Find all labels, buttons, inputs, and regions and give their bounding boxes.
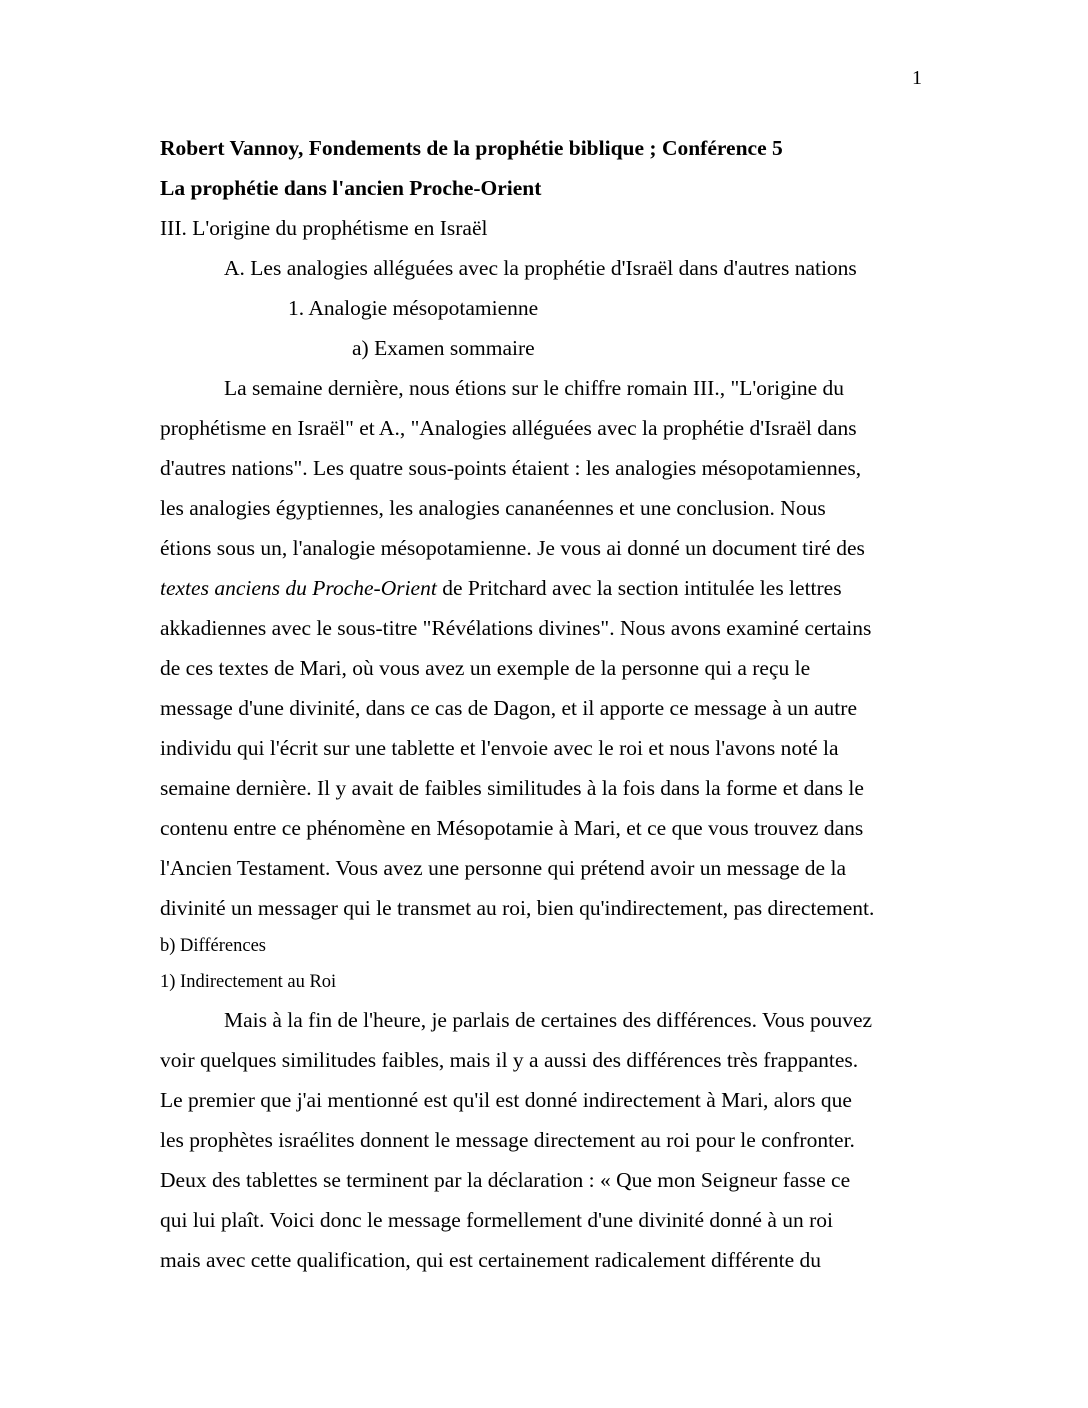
page-number: 1 xyxy=(912,67,922,89)
subheadings xyxy=(160,928,932,1000)
outline-section-a: a) Examen sommaire xyxy=(352,336,535,360)
paragraph-line: les prophètes israélites donnent le message directement au roi pour le confronter. xyxy=(160,1128,855,1152)
paragraph-line: Le premier que j'ai mentionné est qu'il est donné indirectement à Mari, alors que xyxy=(160,1088,852,1112)
paragraph-line: Deux des tablettes se terminent par la déclaration : « Que mon Seigneur fasse ce xyxy=(160,1168,851,1192)
outline-section-1: 1. Analogie mésopotamienne xyxy=(288,296,539,320)
paragraph-line: contenu entre ce phénomène en Mésopotamie à Mari, et ce que vous trouvez dans xyxy=(160,816,864,840)
paragraph-line: de ces textes de Mari, où vous avez un exemple de la personne qui a reçu le xyxy=(160,656,811,680)
document-title: Robert Vannoy, Fondements de la prophétie biblique ; Conférence 5 xyxy=(160,136,783,160)
italic-book-title: textes anciens du Proche-Orient xyxy=(160,576,437,600)
outline-section-A: A. Les analogies alléguées avec la prophétie d'Israël dans d'autres nations xyxy=(224,256,857,280)
paragraph-line: l'Ancien Testament. Vous avez une personne qui prétend avoir un message de la xyxy=(160,856,846,880)
paragraph-line-tail: de Pritchard avec la section intitulée les lettres xyxy=(436,576,842,600)
subheading-differences: b) Différences xyxy=(160,936,266,956)
paragraph-line: étions sous un, l'analogie mésopotamienne. Je vous ai donné un document tiré des xyxy=(160,536,865,560)
paragraph-line: message d'une divinité, dans ce cas de Dagon, et il apporte ce message à un autre xyxy=(160,696,857,720)
paragraph-line: d'autres nations". Les quatre sous-points étaient : les analogies mésopotamiennes, xyxy=(160,456,862,480)
document-subtitle: La prophétie dans l'ancien Proche-Orient xyxy=(160,176,542,200)
document-body xyxy=(160,128,932,1280)
paragraph-line: divinité un messager qui le transmet au roi, bien qu'indirectement, pas directement. xyxy=(160,896,875,920)
paragraph-2 xyxy=(160,1000,932,1280)
subheading-indirect-to-king: 1) Indirectement au Roi xyxy=(160,972,337,992)
paragraph-line: les analogies égyptiennes, les analogies cananéennes et une conclusion. Nous xyxy=(160,496,826,520)
paragraph-line: semaine dernière. Il y avait de faibles similitudes à la fois dans la forme et dans le xyxy=(160,776,864,800)
outline-section-III: III. L'origine du prophétisme en Israël xyxy=(160,216,488,240)
paragraph-line: prophétisme en Israël" et A., "Analogies alléguées avec la prophétie d'Israël dans xyxy=(160,416,857,440)
paragraph-line: La semaine dernière, nous étions sur le chiffre romain III., "L'origine du xyxy=(224,376,845,400)
paragraph-line-with-italic xyxy=(160,568,932,608)
paragraph-1 xyxy=(160,368,932,928)
paragraph-line: akkadiennes avec le sous-titre "Révélations divines". Nous avons examiné certains xyxy=(160,616,872,640)
paragraph-line: qui lui plaît. Voici donc le message formellement d'une divinité donné à un roi xyxy=(160,1208,834,1232)
paragraph-line: voir quelques similitudes faibles, mais il y a aussi des différences très frappantes. xyxy=(160,1048,859,1072)
paragraph-line: mais avec cette qualification, qui est certainement radicalement différente du xyxy=(160,1248,822,1272)
paragraph-line: Mais à la fin de l'heure, je parlais de certaines des différences. Vous pouvez xyxy=(224,1008,873,1032)
paragraph-line: individu qui l'écrit sur une tablette et l'envoie avec le roi et nous l'avons noté la xyxy=(160,736,839,760)
